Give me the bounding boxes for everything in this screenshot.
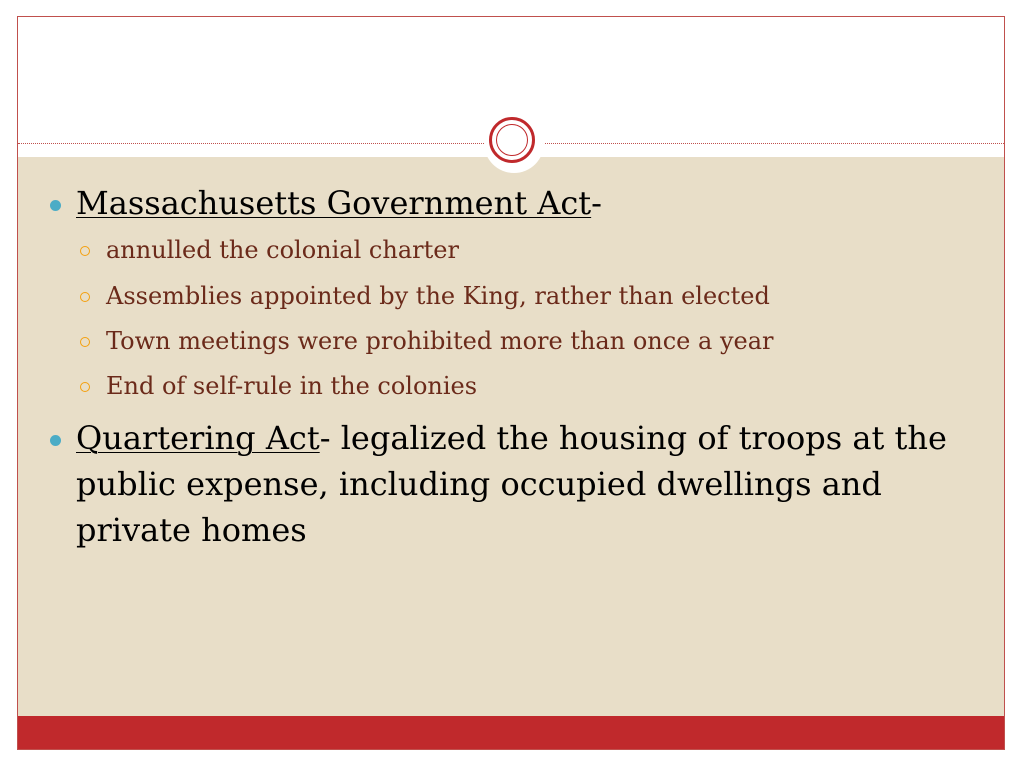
bullet-dot-icon <box>50 200 61 211</box>
subbullet-text: Town meetings were prohibited more than once a year <box>106 327 774 355</box>
ring-bullet-icon <box>80 337 90 347</box>
ring-bullet-icon <box>80 292 90 302</box>
subbullet-item <box>106 233 986 267</box>
subbullet-text: annulled the colonial charter <box>106 236 459 264</box>
subbullet-text: End of self-rule in the colonies <box>106 372 478 400</box>
bullet-dot-icon <box>50 435 61 446</box>
ring-bullet-icon <box>80 382 90 392</box>
bullet-massachusetts-government-act <box>76 180 986 226</box>
subbullet-item <box>106 279 986 313</box>
subbullet-text: Assemblies appointed by the King, rather than elected <box>106 282 770 310</box>
bullet-suffix: - <box>591 184 602 222</box>
slide <box>17 16 1005 750</box>
subbullet-item <box>106 369 986 403</box>
ring-bullet-icon <box>80 246 90 256</box>
bullet-heading: Massachusetts Government Act <box>76 184 592 222</box>
bullet-suffix: - legalized the housing of troops at the public expense, including occupied dwellings and private homes <box>76 419 947 549</box>
subbullet-item <box>106 324 986 358</box>
bullet-quartering-act <box>76 415 986 553</box>
body-text <box>18 17 1005 750</box>
bullet-heading: Quartering Act <box>76 419 320 457</box>
